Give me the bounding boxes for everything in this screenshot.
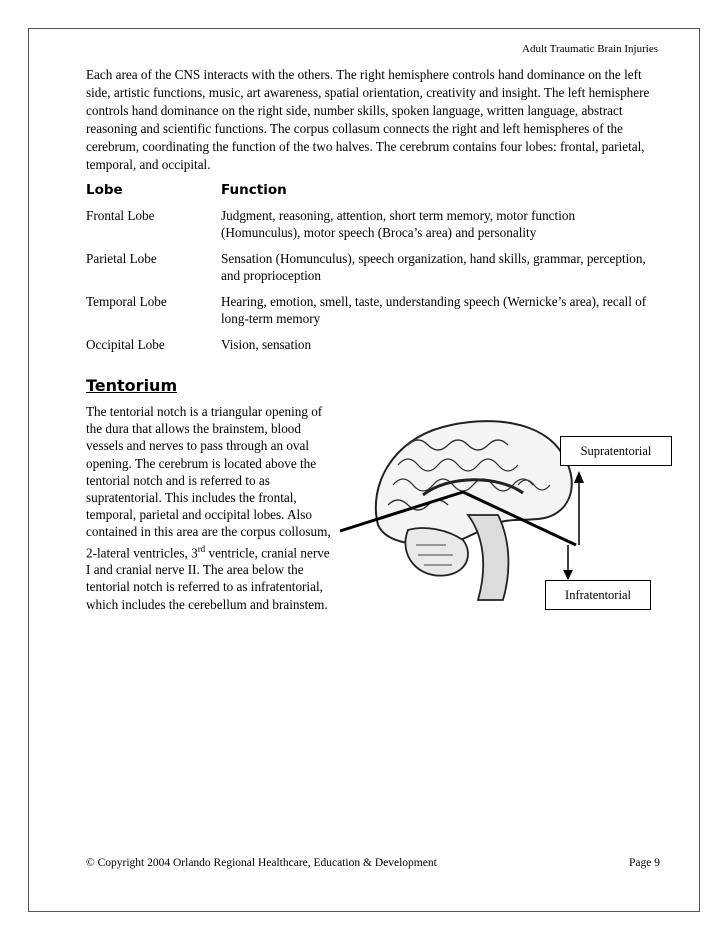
lobe-table-header [86,182,656,199]
brain-sagittal-section-icon [338,405,678,605]
page-number: Page 9 [629,857,660,869]
table-row [86,250,656,284]
tentorium-text-part2: ventricle, cranial nerve I and cranial nerve II. The area below the tentorial notch is referred to as infratentorial, which includes the cerebellum and brainstem. [86,545,330,612]
lobe-column-header: Lobe [86,182,123,198]
supratentorial-label: Supratentorial [560,436,672,466]
table-row [86,207,656,241]
infratentorial-label: Infratentorial [545,580,651,610]
lobe-name: Occipital Lobe [86,337,165,352]
ordinal-superscript: rd [197,543,206,554]
lobe-name: Temporal Lobe [86,294,167,309]
tentorium-heading: Tentorium [86,376,178,395]
lobe-function: Judgment, reasoning, attention, short term memory, motor function (Homunculus), motor speech (Broca’s area) and personality [221,208,576,240]
tentorium-text-part1: The tentorial notch is a triangular opening of the dura that allows the brainstem, blood vessels and nerves to pass through an oval opening. The cerebrum is located above the tentorial notch and is referred to as supratentorial. This includes the frontal, temporal, parietal and occipital lobes. Also contained in this area are the corpus collosum, 2-lateral ventricles, 3 [86,404,331,561]
intro-paragraph: Each area of the CNS interacts with the others. The right hemisphere controls hand dominance on the left side, artistic functions, music, art awareness, spatial orientation, creativity and insight. The left hemisphere controls hand dominance on the right side, number skills, spoken language, written language, abstract reasoning and scientific functions. The corpus collasum connects the right and left hemispheres of the cerebrum, coordinating the function of the two halves. The cerebrum contains four lobes: frontal, parietal, temporal, and occipital. [86,67,650,172]
table-row [86,293,656,327]
table-row [86,336,656,353]
function-column-header: Function [221,182,287,198]
lobe-function: Vision, sensation [221,337,312,352]
lobe-name: Parietal Lobe [86,251,157,266]
lobe-function: Sensation (Homunculus), speech organization, hand skills, grammar, perception, and proprioception [221,251,646,283]
lobe-table [86,182,656,362]
lobe-function: Hearing, emotion, smell, taste, understanding speech (Wernicke’s area), recall of long-term memory [221,294,647,326]
lobe-name: Frontal Lobe [86,208,155,223]
copyright-footer: © Copyright 2004 Orlando Regional Healthcare, Education & Development [86,857,437,869]
running-header: Adult Traumatic Brain Injuries [522,43,658,55]
tentorium-paragraph [86,403,336,613]
